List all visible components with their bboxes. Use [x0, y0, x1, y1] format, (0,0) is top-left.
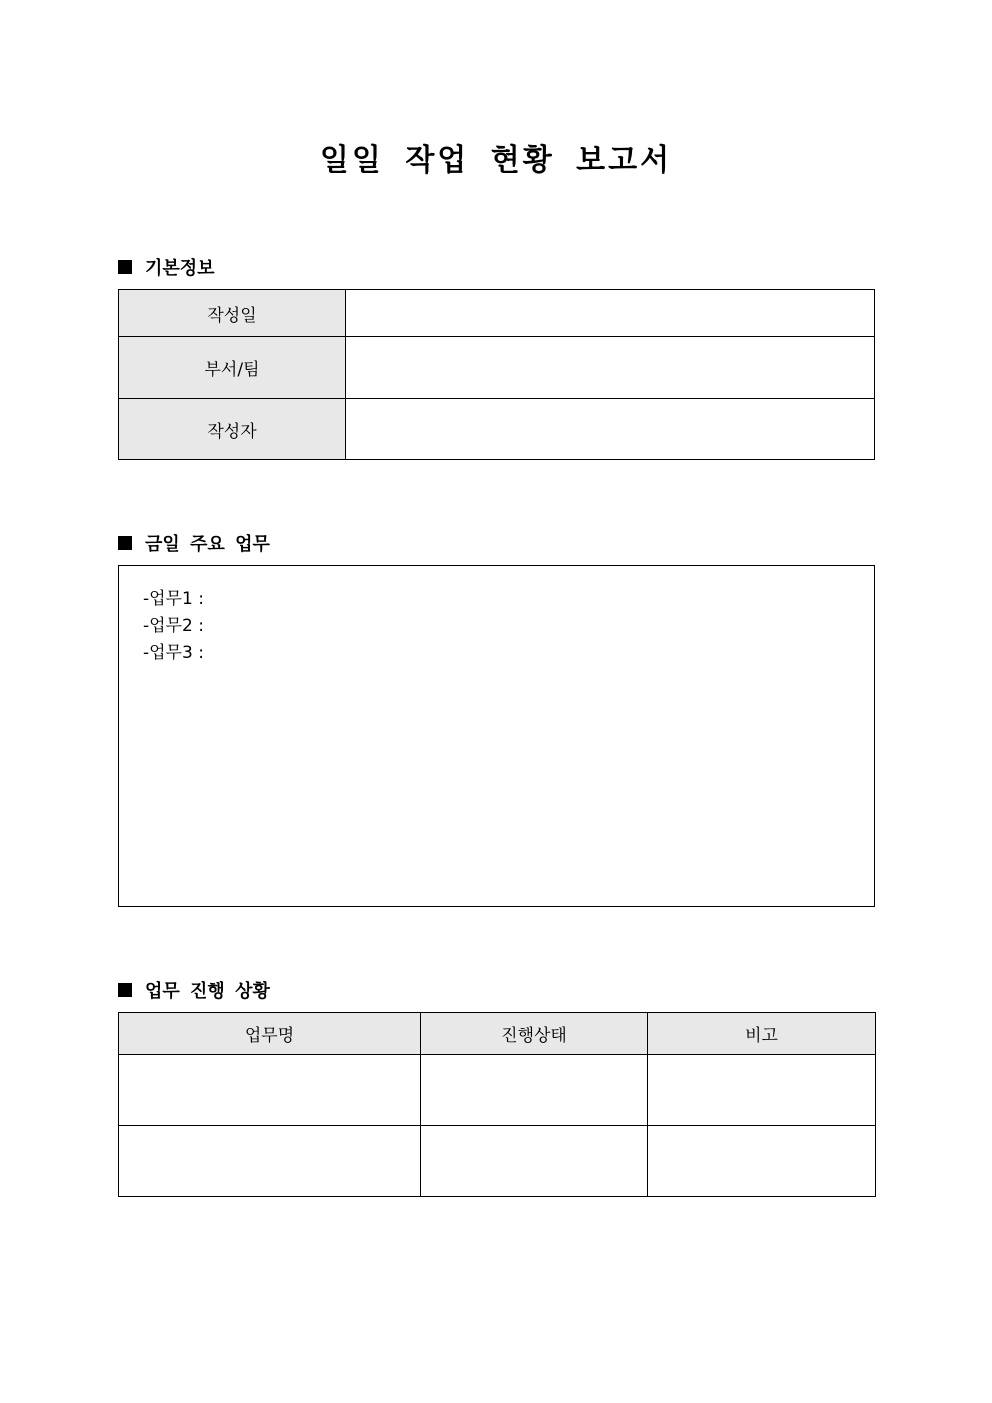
- info-value-author[interactable]: [346, 399, 875, 460]
- column-header-status: 진행상태: [421, 1013, 648, 1055]
- table-cell[interactable]: [119, 1055, 421, 1126]
- table-row: [119, 1055, 876, 1126]
- table-cell[interactable]: [648, 1055, 876, 1126]
- table-cell[interactable]: [421, 1055, 648, 1126]
- table-cell[interactable]: [421, 1126, 648, 1197]
- info-row-department: [119, 337, 875, 399]
- progress-heading: [118, 977, 270, 1003]
- black-square-icon: [118, 983, 132, 997]
- info-label-author: 작성자: [119, 399, 346, 460]
- main-tasks-heading-text: 금일 주요 업무: [145, 534, 270, 555]
- info-row-date: [119, 290, 875, 337]
- column-header-note: 비고: [648, 1013, 876, 1055]
- basic-info-heading: [118, 254, 215, 280]
- progress-table: [118, 1012, 876, 1197]
- task-list: [143, 586, 204, 667]
- task-item: -업무2 :: [143, 616, 204, 636]
- main-tasks-box[interactable]: [118, 565, 875, 907]
- black-square-icon: [118, 260, 132, 274]
- info-value-department[interactable]: [346, 337, 875, 399]
- info-label-date: 작성일: [119, 290, 346, 337]
- task-item: -업무3 :: [143, 643, 204, 663]
- progress-heading-text: 업무 진행 상황: [145, 981, 270, 1002]
- basic-info-heading-text: 기본정보: [145, 258, 215, 279]
- table-cell[interactable]: [648, 1126, 876, 1197]
- task-item: -업무1 :: [143, 589, 204, 609]
- main-tasks-heading: [118, 530, 270, 556]
- black-square-icon: [118, 536, 132, 550]
- column-header-task-name: 업무명: [119, 1013, 421, 1055]
- table-row: [119, 1126, 876, 1197]
- basic-info-table: [118, 289, 875, 460]
- info-label-department: 부서/팀: [119, 337, 346, 399]
- info-value-date[interactable]: [346, 290, 875, 337]
- progress-header-row: [119, 1013, 876, 1055]
- table-cell[interactable]: [119, 1126, 421, 1197]
- info-row-author: [119, 399, 875, 460]
- page-title: 일일 작업 현황 보고서: [319, 143, 673, 178]
